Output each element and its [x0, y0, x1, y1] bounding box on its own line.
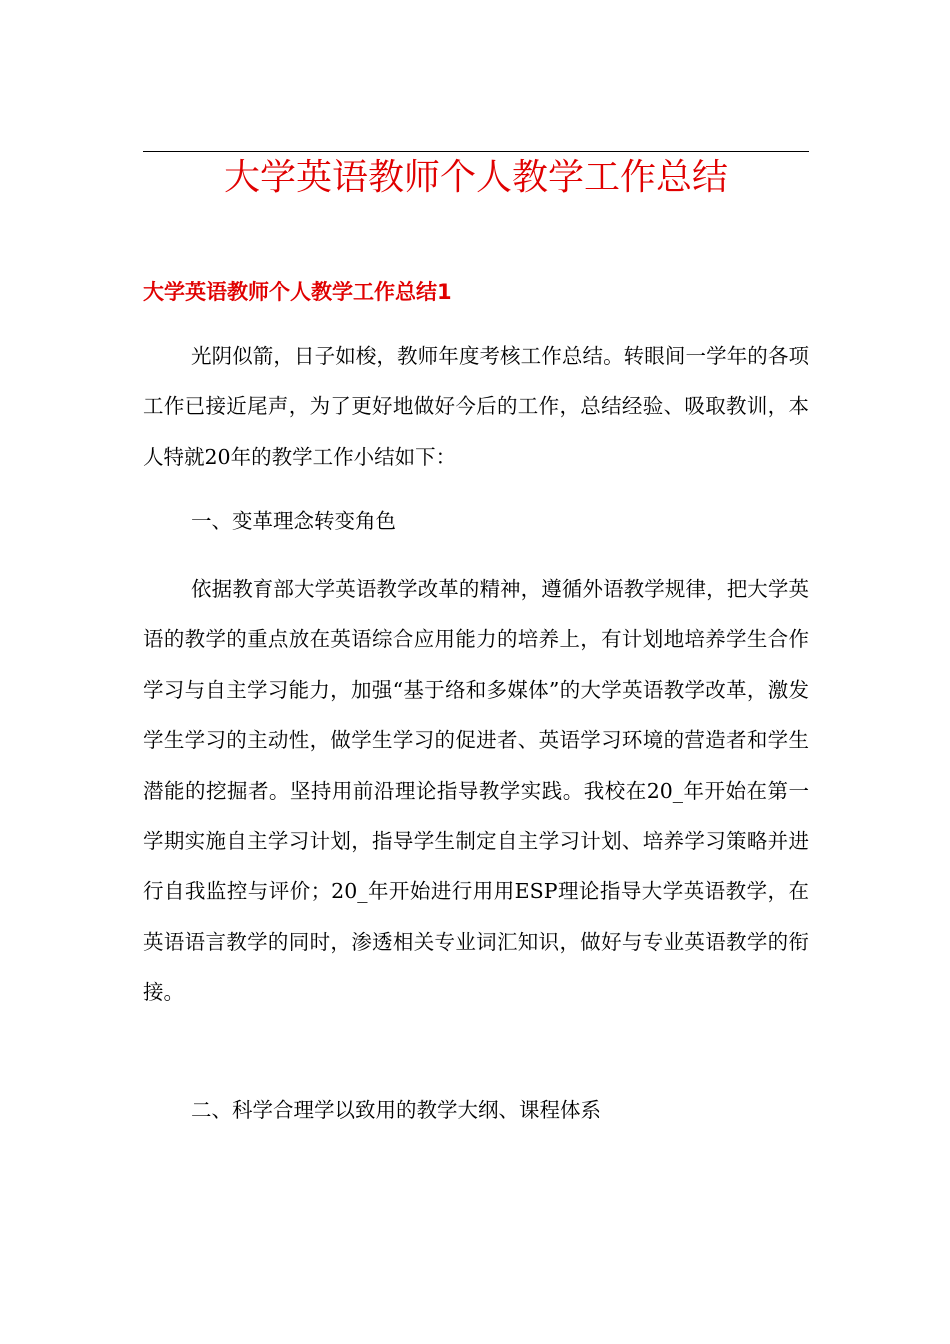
paragraph-intro: 光阴似箭，日子如梭，教师年度考核工作总结。转眼间一学年的各项工作已接近尾声，为了更好地做好今后的工作，总结经验、吸取教训，本人特就20年的教学工作小结如下：	[143, 344, 809, 469]
subheading-one: 一、变革理念转变角色	[191, 509, 396, 533]
section-heading: 大学英语教师个人教学工作总结1	[143, 280, 452, 304]
subheading-two: 二、科学合理学以致用的教学大纲、课程体系	[191, 1098, 601, 1122]
document-title: 大学英语教师个人教学工作总结	[223, 157, 728, 198]
paragraph-reform: 依据教育部大学英语教学改革的精神，遵循外语教学规律，把大学英语的教学的重点放在英语综合应用能力的培养上，有计划地培养学生合作学习与自主学习能力，加强“基于络和多媒体”的大学英语教学改革，激发学生学习的主动性，做学生学习的促进者、英语学习环境的营造者和学生潜能的挖掘者。坚持用前沿理论指导教学实践。我校在20_年开始在第一学期实施自主学习计划，指导学生制定自主学习计划、培养学习策略并进行自我监控与评价；20_年开始进行用用ESP理论指导大学英语教学，在英语语言教学的同时，渗透相关专业词汇知识，做好与专业英语教学的衔接。	[143, 577, 809, 1005]
